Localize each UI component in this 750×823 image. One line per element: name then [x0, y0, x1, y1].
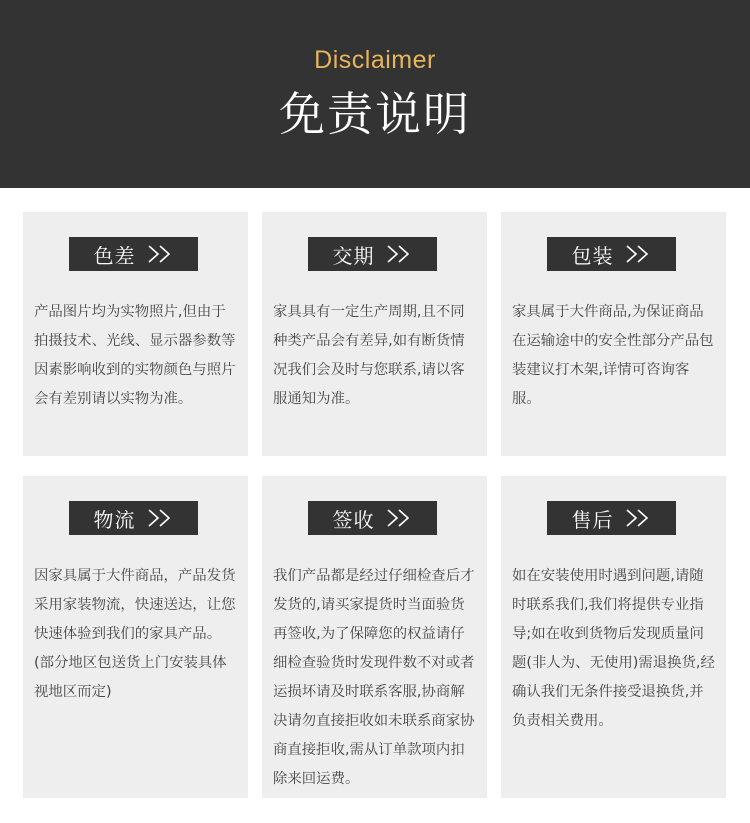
- card-text: 家具具有一定生产周期,且不同种类产品会有差异,如有断货情况我们会及时与您联系,请以客服通知为准。: [273, 304, 465, 407]
- double-chevron-right-icon: [148, 509, 174, 527]
- card-text: 家具属于大件商品,为保证商品在运输途中的安全性部分产品包装建议打木架,详情可咨询客服。: [512, 304, 714, 407]
- card-title: 签收: [332, 507, 375, 532]
- card-tag: [69, 501, 198, 535]
- card-tag: [308, 501, 437, 535]
- card-logistics: [23, 476, 248, 798]
- card-text: 因家具属于大件商品，产品发货采用家装物流，快速送达，让您快速体验到我们的家具产品。(部分地区包送货上门安装具体视地区而定): [34, 568, 236, 700]
- card-delivery-time: [262, 212, 487, 456]
- double-chevron-right-icon: [148, 245, 174, 263]
- card-text: 我们产品都是经过仔细检查后才发货的,请买家提货时当面验货再签收,为了保障您的权益请仔细检查验货时发现件数不对或者运损坏请及时联系客服,协商解决请勿直接拒收如未联系商家协商直接拒收,需从订单款项内扣除来回运费。: [273, 568, 475, 787]
- card-after-sales: [501, 476, 726, 798]
- card-title: 售后: [571, 507, 614, 532]
- double-chevron-right-icon: [387, 509, 413, 527]
- card-title: 交期: [332, 243, 375, 268]
- card-receipt: [262, 476, 487, 798]
- card-title: 物流: [93, 507, 136, 532]
- header-banner: [0, 0, 750, 188]
- double-chevron-right-icon: [387, 245, 413, 263]
- card-tag: [547, 501, 676, 535]
- card-tag: [69, 237, 198, 271]
- card-text: 如在安装使用时遇到问题,请随时联系我们,我们将提供专业指导;如在收到货物后发现质量问题(非人为、无使用)需退换货,经确认我们无条件接受退换货,并负责相关费用。: [512, 568, 715, 729]
- header-title: 免责说明: [279, 87, 471, 141]
- double-chevron-right-icon: [626, 245, 652, 263]
- card-title: 色差: [93, 243, 136, 268]
- card-packaging: [501, 212, 726, 456]
- card-title: 包装: [571, 243, 614, 268]
- double-chevron-right-icon: [626, 509, 652, 527]
- card-tag: [308, 237, 437, 271]
- header-subtitle: Disclaimer: [314, 46, 436, 74]
- card-tag: [547, 237, 676, 271]
- card-color-difference: [23, 212, 248, 456]
- card-text: 产品图片均为实物照片,但由于拍摄技术、光线、显示器参数等因素影响收到的实物颜色与照片会有差别请以实物为准。: [34, 304, 236, 407]
